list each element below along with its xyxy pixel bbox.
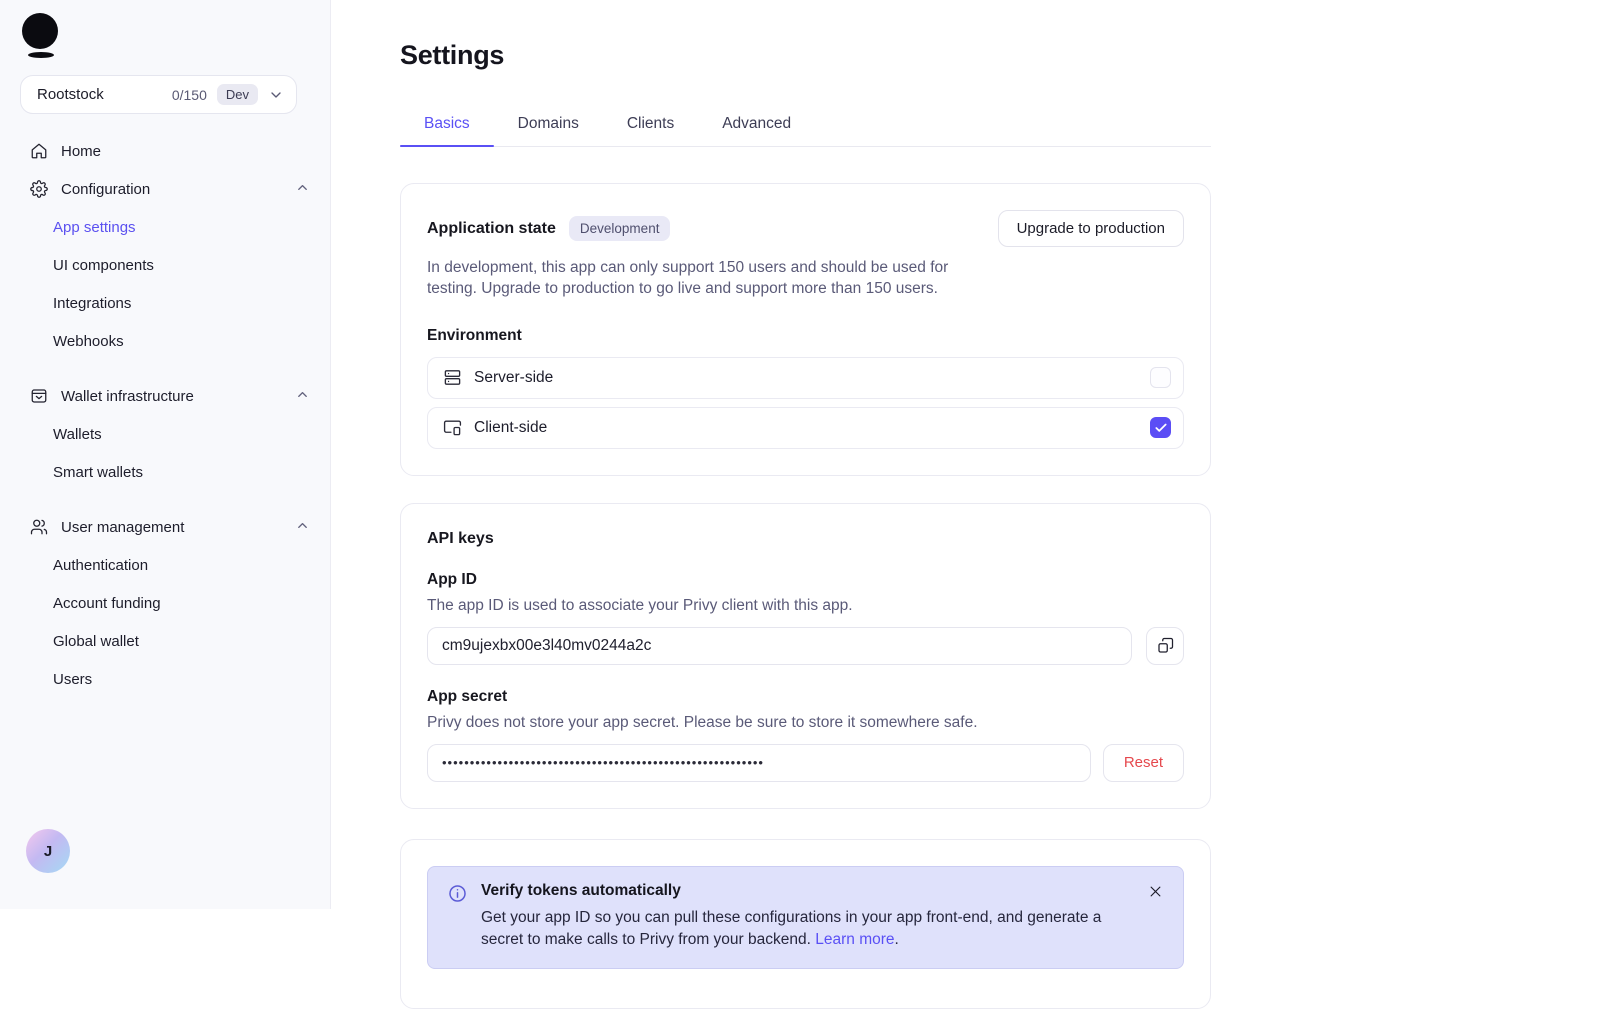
server-icon (442, 368, 462, 388)
application-state-description: In development, this app can only support 150 users and should be used for testing. Upgrade to production to go live and support more than 150 users. (427, 259, 949, 298)
home-icon (29, 142, 48, 161)
page-title: Settings (400, 40, 505, 70)
app-secret-description: Privy does not store your app secret. Please be sure to store it somewhere safe. (427, 713, 978, 731)
sidebar-item-configuration[interactable] (0, 170, 330, 208)
settings-tabs (400, 104, 1211, 147)
copy-icon (1156, 637, 1174, 655)
banner-body-text: Get your app ID so you can pull these configurations in your app front-end, and generate a secret to make calls to Privy from your backend. (481, 908, 1102, 948)
tab-basics[interactable]: Basics (400, 104, 494, 146)
tab-advanced[interactable]: Advanced (722, 115, 792, 132)
sidebar-item-webhooks[interactable]: Webhooks (53, 332, 124, 350)
app-secret-input[interactable] (427, 744, 1091, 782)
sidebar-nav (0, 132, 330, 698)
sidebar-item-app-settings[interactable]: App settings (53, 218, 136, 236)
close-icon (1148, 884, 1163, 899)
api-keys-title: API keys (427, 529, 494, 547)
privy-logo (22, 13, 60, 59)
chevron-up-icon[interactable] (295, 518, 310, 537)
sidebar-item-label: Home (61, 142, 102, 160)
user-usage-count: 0/150 (171, 86, 207, 103)
gear-icon (29, 180, 48, 199)
sidebar-item-wallet-infrastructure[interactable] (0, 377, 330, 415)
sidebar-item-label: User management (61, 518, 185, 536)
banner-body (481, 907, 1146, 951)
sidebar-item-label: Configuration (61, 180, 151, 198)
client-side-option[interactable] (427, 407, 1184, 449)
token-verification-card (400, 839, 1211, 1009)
app-id-description: The app ID is used to associate your Privy client with this app. (427, 596, 853, 614)
app-id-label: App ID (427, 570, 477, 588)
sidebar-item-label: Wallet infrastructure (61, 387, 194, 405)
main-content (331, 0, 1600, 948)
sidebar-item-integrations[interactable]: Integrations (53, 294, 132, 312)
reset-secret-button[interactable]: Reset (1103, 744, 1184, 782)
environment-label: Environment (427, 326, 522, 344)
copy-app-id-button[interactable] (1146, 627, 1184, 665)
chevron-down-icon (268, 87, 284, 103)
sidebar-item-smart-wallets[interactable]: Smart wallets (53, 463, 144, 481)
tab-domains[interactable]: Domains (517, 115, 579, 132)
server-side-label: Server-side (474, 368, 554, 386)
application-state-card (400, 183, 1211, 476)
app-selector[interactable] (20, 75, 297, 114)
sidebar-item-home[interactable] (0, 132, 330, 170)
sidebar-item-account-funding[interactable]: Account funding (53, 594, 161, 612)
upgrade-to-production-button[interactable]: Upgrade to production (998, 210, 1184, 247)
server-side-option[interactable] (427, 357, 1184, 399)
users-icon (29, 518, 48, 537)
sidebar (0, 0, 331, 909)
client-side-label: Client-side (474, 418, 548, 436)
app-secret-label: App secret (427, 687, 508, 705)
close-banner-button[interactable] (1146, 882, 1165, 901)
server-side-checkbox[interactable] (1150, 367, 1171, 388)
sidebar-item-authentication[interactable]: Authentication (53, 556, 149, 574)
devices-icon (442, 418, 462, 438)
env-badge: Dev (217, 84, 258, 105)
sidebar-item-wallets[interactable]: Wallets (53, 425, 102, 443)
app-name: Rootstock (37, 86, 104, 103)
app-id-input[interactable] (427, 627, 1132, 665)
sidebar-item-ui-components[interactable]: UI components (53, 256, 154, 274)
sidebar-item-users[interactable]: Users (53, 670, 93, 688)
banner-title: Verify tokens automatically (481, 881, 681, 899)
sidebar-item-user-management[interactable] (0, 508, 330, 546)
user-avatar[interactable]: J (26, 829, 70, 873)
verify-tokens-banner (427, 866, 1184, 969)
development-badge: Development (569, 216, 671, 241)
tab-clients[interactable]: Clients (626, 115, 675, 132)
chevron-up-icon[interactable] (295, 387, 310, 406)
info-icon (448, 884, 467, 908)
wallet-icon (29, 387, 48, 406)
learn-more-link[interactable]: Learn more (815, 930, 895, 948)
application-state-title: Application state (427, 219, 556, 237)
banner-period: . (894, 930, 899, 948)
sidebar-item-global-wallet[interactable]: Global wallet (53, 632, 139, 650)
client-side-checkbox[interactable] (1150, 417, 1171, 438)
chevron-up-icon[interactable] (295, 180, 310, 199)
api-keys-card (400, 503, 1211, 809)
